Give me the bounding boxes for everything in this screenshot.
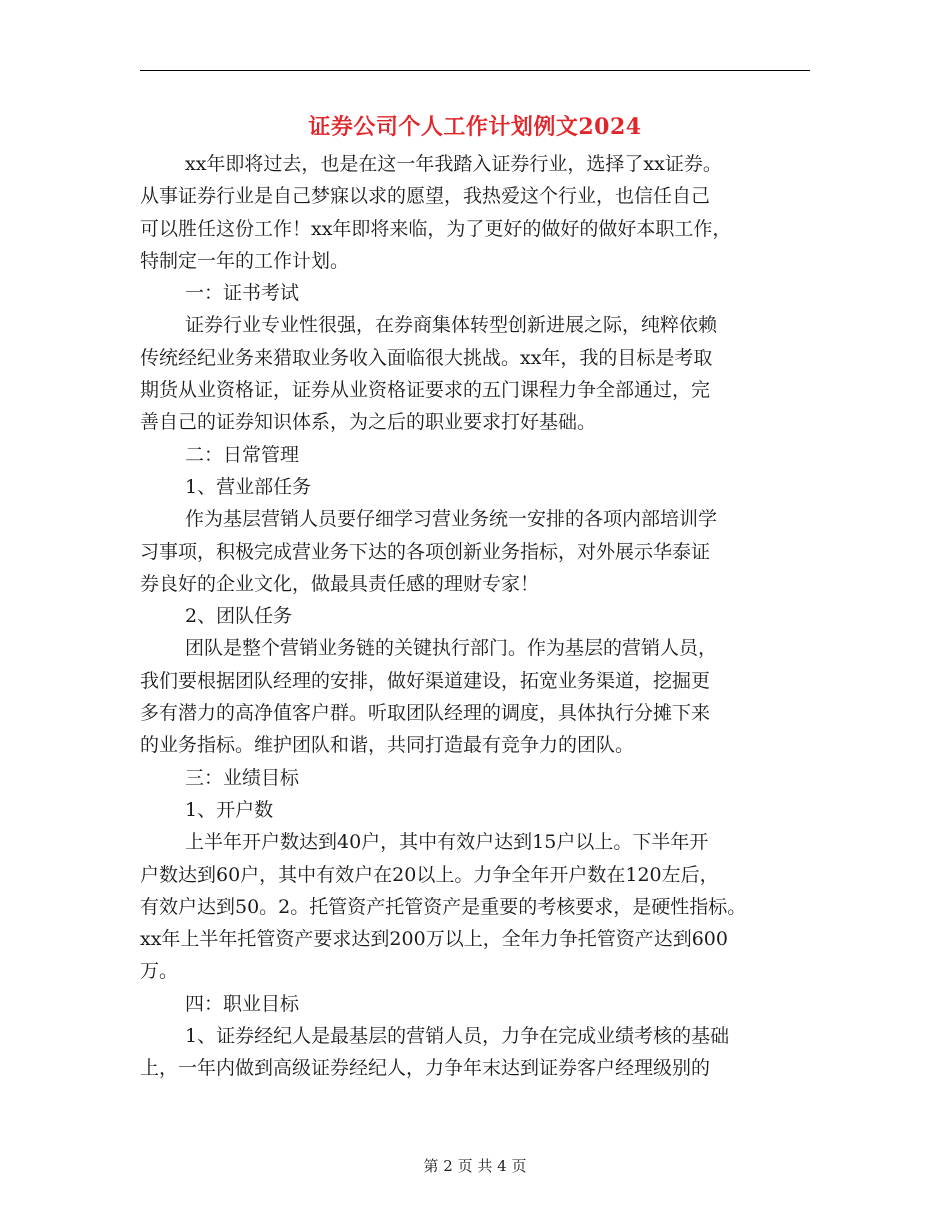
- body-line: 多有潜力的高净值客户群。听取团队经理的调度，具体执行分摊下来: [140, 702, 711, 725]
- body-line: 二：日常管理: [185, 443, 300, 466]
- body-line: 的业务指标。维护团队和谐，共同打造最有竞争力的团队。: [140, 734, 635, 757]
- body-line: 有效户达到50。2。托管资产托管资产是重要的考核要求，是硬性指标。: [140, 895, 747, 918]
- body-line: 可以胜任这份工作！xx年即将来临，为了更好的做好的做好本职工作，: [140, 217, 732, 240]
- body-line: 一：证书考试: [185, 282, 300, 305]
- body-line: 1、开户数: [185, 798, 274, 821]
- body-line: 作为基层营销人员要仔细学习营业务统一安排的各项内部培训学: [185, 508, 718, 531]
- body-line: 传统经纪业务来猎取业务收入面临很大挑战。xx年，我的目标是考取: [140, 346, 713, 369]
- body-line: 特制定一年的工作计划。: [140, 249, 350, 272]
- body-line: 我们要根据团队经理的安排，做好渠道建设，拓宽业务渠道，挖掘更: [140, 669, 711, 692]
- body-line: 万。: [140, 960, 179, 983]
- body-line: 习事项，积极完成营业务下达的各项创新业务指标，对外展示华泰证: [140, 540, 711, 563]
- body-line: 券良好的企业文化，做最具责任感的理财专家！: [140, 572, 540, 595]
- body-line: 证券行业专业性很强，在券商集体转型创新进展之际，纯粹依赖: [185, 314, 718, 337]
- page-number: 第 2 页 共 4 页: [423, 1157, 527, 1175]
- body-line: 1、证券经纪人是最基层的营销人员，力争在完成业绩考核的基础: [185, 1025, 730, 1048]
- body-line: 善自己的证券知识体系，为之后的职业要求打好基础。: [140, 411, 597, 434]
- body-line: 户数达到60户，其中有效户在20以上。力争全年开户数在120左后，: [140, 863, 719, 886]
- body-line: 从事证券行业是自己梦寐以求的愿望，我热爱这个行业，也信任自己: [140, 185, 711, 208]
- body-line: 四：职业目标: [185, 992, 300, 1015]
- body-line: 团队是整个营销业务链的关键执行部门。作为基层的营销人员，: [185, 637, 718, 660]
- body-line: 1、营业部任务: [185, 475, 312, 498]
- body-line: 上，一年内做到高级证券经纪人，力争年末达到证券客户经理级别的: [140, 1057, 711, 1080]
- header-rule: [140, 70, 810, 71]
- body-line: xx年上半年托管资产要求达到200万以上，全年力争托管资产达到600: [140, 928, 728, 951]
- body-line: xx年即将过去，也是在这一年我踏入证券行业，选择了xx证券。: [185, 153, 722, 175]
- document-body: [140, 148, 812, 1085]
- body-line: 2、团队任务: [185, 605, 293, 628]
- body-line: 上半年开户数达到40户，其中有效户达到15户以上。下半年开: [185, 831, 709, 854]
- body-line: 三：业绩目标: [185, 766, 300, 789]
- body-line: 期货从业资格证，证券从业资格证要求的五门课程力争全部通过，完: [140, 379, 711, 402]
- document-title: 证券公司个人工作计划例文2024: [308, 114, 642, 140]
